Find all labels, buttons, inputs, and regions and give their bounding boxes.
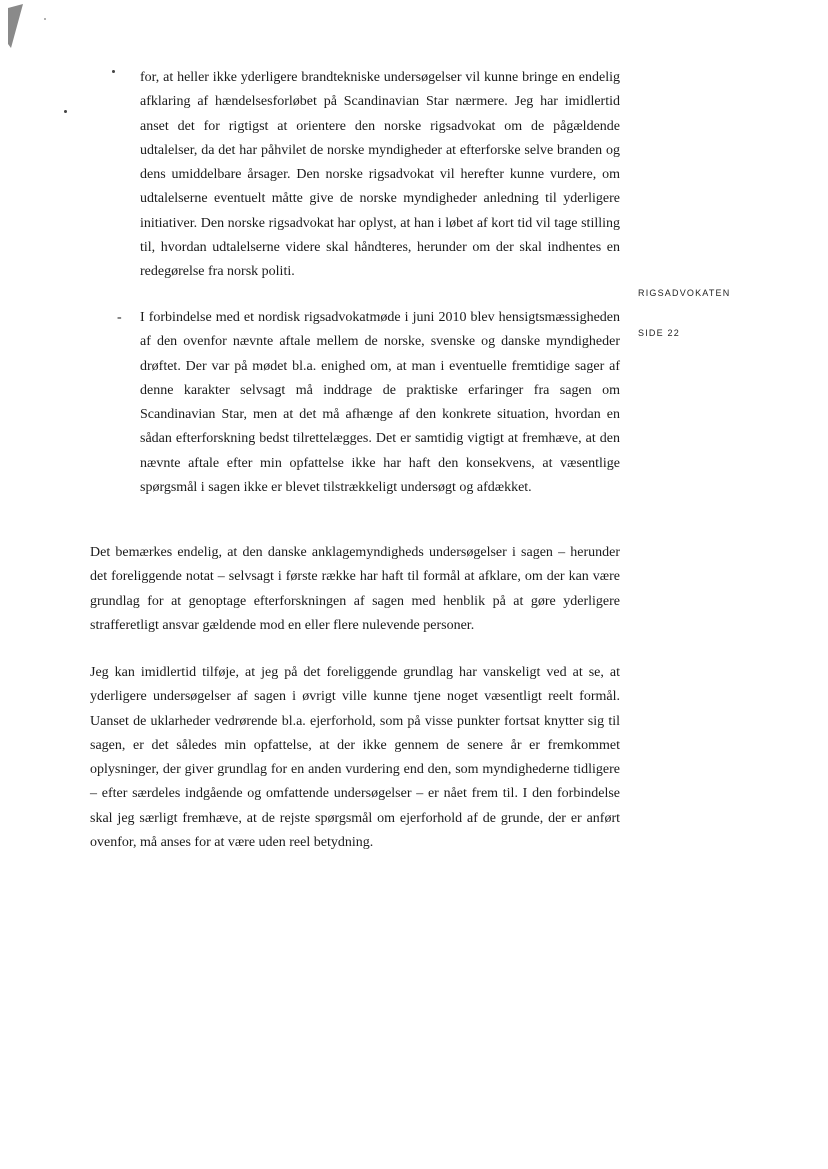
body-paragraph-4: Jeg kan imidlertid tilføje, at jeg på det foreliggende grundlag har vanskeligt ved at se, at yderligere undersøgelser af sagen i øvrigt ville kunne tjene noget væsentligt reelt formål. Uanset de uklarheder vedrørende bl.a. ejerforhold, som på visse punkter fortsat knytter sig til sagen, er det således min opfattelse, at der ikke gennem de senere år er fremkommet oplysninger, der giver grundlag for en anden vurdering end den, som myndighederne tidligere – efter særdeles indgående og omfattende undersøgelser – er nået frem til. I den forbindelse skal jeg særligt fremhæve, at de rejste spørgsmål om ejerforhold af de grunde, der er anført ovenfor, må anses for at være uden reel betydning. — [90, 665, 620, 851]
header-organization: RIGSADVOKATEN — [638, 288, 731, 298]
bullet-paragraph: I forbindelse med et nordisk rigsadvokatmøde i juni 2010 blev hensigtsmæssigheden af den ovenfor nævnte aftale mellem de norske, svenske og danske myndigheder drøftet. Der var på mødet bl.a. enighed om, at man i eventuelle fremtidige sager af denne karakter selvsagt må inddrage de praktiske erfaringer fra sagen om Scandinavian Star, men at det må afhænge af den konkrete situation, hvordan en sådan efterforskning bedst tilrettelægges. Det er samtidig vigtigt at fremhæve, at den nævnte aftale efter min opfattelse ikke har haft den konsekvens, at væsentlige spørgsmål i sagen ikke er blevet tilstrækkeligt undersøgt og afdækket. — [140, 310, 620, 496]
continued-paragraph: for, at heller ikke yderligere brandtekniske undersøgelser vil kunne bringe en endelig afklaring af hændelsesforløbet på Scandinavian Star nærmere. Jeg har imidlertid anset det for rigtigst at orientere den norske rigsadvokat om de pågældende udtalelser, da det har påhvilet de norske myndigheder at efterforske selve branden og dens umiddelbare årsager. Den norske rigsadvokat vil herefter kunne vurdere, om udtalelserne eventuelt måtte give de norske myndigheder anledning til yderligere initiativer. Den norske rigsadvokat har oplyst, at han i løbet af kort tid vil tage stilling til, hvordan udtalelserne videre skal håndteres, herunder om der skal indhentes en redegørelse fra norsk politi. — [140, 70, 620, 280]
scan-speck — [44, 18, 46, 20]
scan-corner-mark — [6, 4, 24, 48]
header-page-number: SIDE 22 — [638, 328, 680, 338]
bullet-dash: - — [117, 310, 122, 325]
scan-speck — [64, 110, 67, 113]
body-paragraph-3: Det bemærkes endelig, at den danske anklagemyndigheds undersøgelser i sagen – herunder det foreliggende notat – selvsagt i første række har haft til formål at afklare, om der kan være grundlag for at genoptage efterforskningen af sagen med henblik på at gøre yderligere strafferetligt ansvar gældende mod en eller flere nulevende personer. — [90, 545, 620, 633]
scan-speck — [112, 70, 115, 73]
